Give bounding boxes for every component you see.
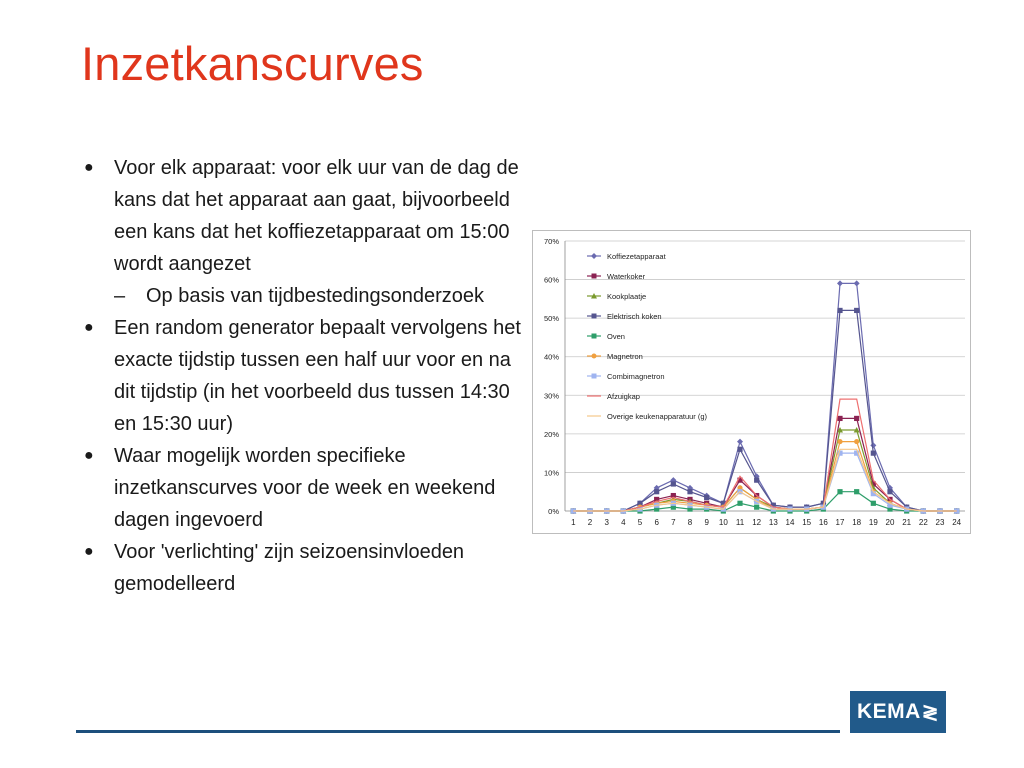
bullet-text: Een random generator bepaalt vervolgens het exacte tijdstip tussen een half uur voor en na dit tijdstip (in het voorbeeld dus tussen 14:30 en 15:30 uur) [114,317,521,435]
x-tick-label: 23 [935,518,945,527]
data-point [837,439,842,444]
data-point [737,447,742,452]
data-point [854,416,859,421]
y-tick-label: 20% [543,429,559,439]
bullet-icon: ● [84,447,94,464]
footer-divider [76,730,840,733]
logo-text: KEMA [856,700,921,723]
x-tick-label: 13 [768,518,778,527]
data-point [854,280,860,286]
bullet-item [80,440,530,536]
x-tick-label: 1 [571,518,576,527]
x-tick-label: 7 [671,518,676,527]
data-point [837,416,842,421]
x-tick-label: 22 [918,518,928,527]
legend-label: Elektrisch koken [607,312,662,321]
bullet-item [80,312,530,440]
x-tick-label: 17 [835,518,845,527]
bullet-text: Voor elk apparaat: voor elk uur van de dag de kans dat het apparaat aan gaat, bijvoorbeeld een kans dat het koffiezetapparaat om 15:00 wordt aangezet [114,157,519,275]
y-tick-label: 70% [543,237,559,246]
x-tick-label: 24 [952,518,962,527]
data-point [754,478,759,483]
data-point [837,280,843,286]
x-tick-label: 3 [604,518,609,527]
x-tick-label: 9 [704,518,709,527]
bullet-item [80,536,530,600]
legend-label: Koffiezetapparaat [607,252,666,261]
legend-label: Afzuigkap [607,392,640,401]
y-tick-label: 10% [543,468,559,478]
x-tick-label: 16 [818,518,828,527]
x-tick-label: 12 [752,518,762,527]
x-tick-label: 19 [868,518,878,527]
data-point [687,489,692,494]
data-point [754,505,759,510]
x-tick-label: 20 [885,518,895,527]
data-point [837,489,842,494]
legend-marker [592,334,597,339]
bullet-icon: ● [84,319,94,336]
x-tick-label: 11 [735,518,745,527]
legend-marker [592,354,597,359]
x-tick-label: 4 [621,518,626,527]
bullet-list [80,152,530,600]
bullet-icon: ● [84,543,94,560]
legend-marker [592,274,597,279]
x-tick-label: 14 [785,518,795,527]
data-point [704,495,709,500]
y-tick-label: 60% [543,275,559,285]
legend-label: Oven [607,332,625,341]
dash-icon: – [114,285,126,307]
data-point [837,308,842,313]
data-point [871,451,876,456]
legend-label: Overige keukenapparatuur (g) [607,412,708,421]
kema-logo [850,691,946,733]
data-point [854,308,859,313]
legend-label: Kookplaatje [607,292,647,301]
y-tick-label: 50% [543,314,559,324]
y-tick-label: 40% [543,352,559,362]
y-tick-label: 0% [548,507,559,516]
legend-label: Magnetron [607,352,643,361]
bullet-text: Voor 'verlichting' zijn seizoensinvloeden gemodelleerd [114,541,465,595]
logo-mark-icon: ≷ [921,701,940,724]
x-tick-label: 18 [852,518,862,527]
legend-marker [592,314,597,319]
bullet-text: Waar mogelijk worden specifieke inzetkanscurves voor de week en weekend dagen ingevoerd [114,445,496,531]
data-point [854,439,859,444]
series-line [573,310,956,511]
x-tick-label: 15 [802,518,812,527]
data-point [737,501,742,506]
x-tick-label: 2 [587,518,593,527]
slide-title: Inzetkanscurves [81,37,424,90]
data-point [887,489,892,494]
bullet-icon: ● [84,159,94,176]
x-tick-label: 5 [637,518,643,527]
data-point [671,481,676,486]
chart-frame [532,230,971,534]
y-tick-label: 30% [543,391,559,401]
x-tick-label: 21 [902,518,912,527]
sub-bullet-item [114,280,530,312]
sub-bullet-text: Op basis van tijdbestedingsonderzoek [146,285,484,307]
legend-marker [592,374,597,379]
x-tick-label: 6 [654,518,659,527]
data-point [854,489,859,494]
bullet-item [80,152,530,312]
data-point [870,442,876,448]
x-tick-label: 10 [718,518,728,527]
series-line [573,453,956,511]
x-tick-label: 8 [687,518,693,527]
series-line [573,418,956,511]
data-point [654,489,659,494]
data-point [737,439,743,445]
legend-label: Waterkoker [607,272,646,281]
legend-marker [591,253,597,259]
data-point [871,501,876,506]
line-chart [533,231,970,533]
legend-label: Combimagnetron [607,372,665,381]
